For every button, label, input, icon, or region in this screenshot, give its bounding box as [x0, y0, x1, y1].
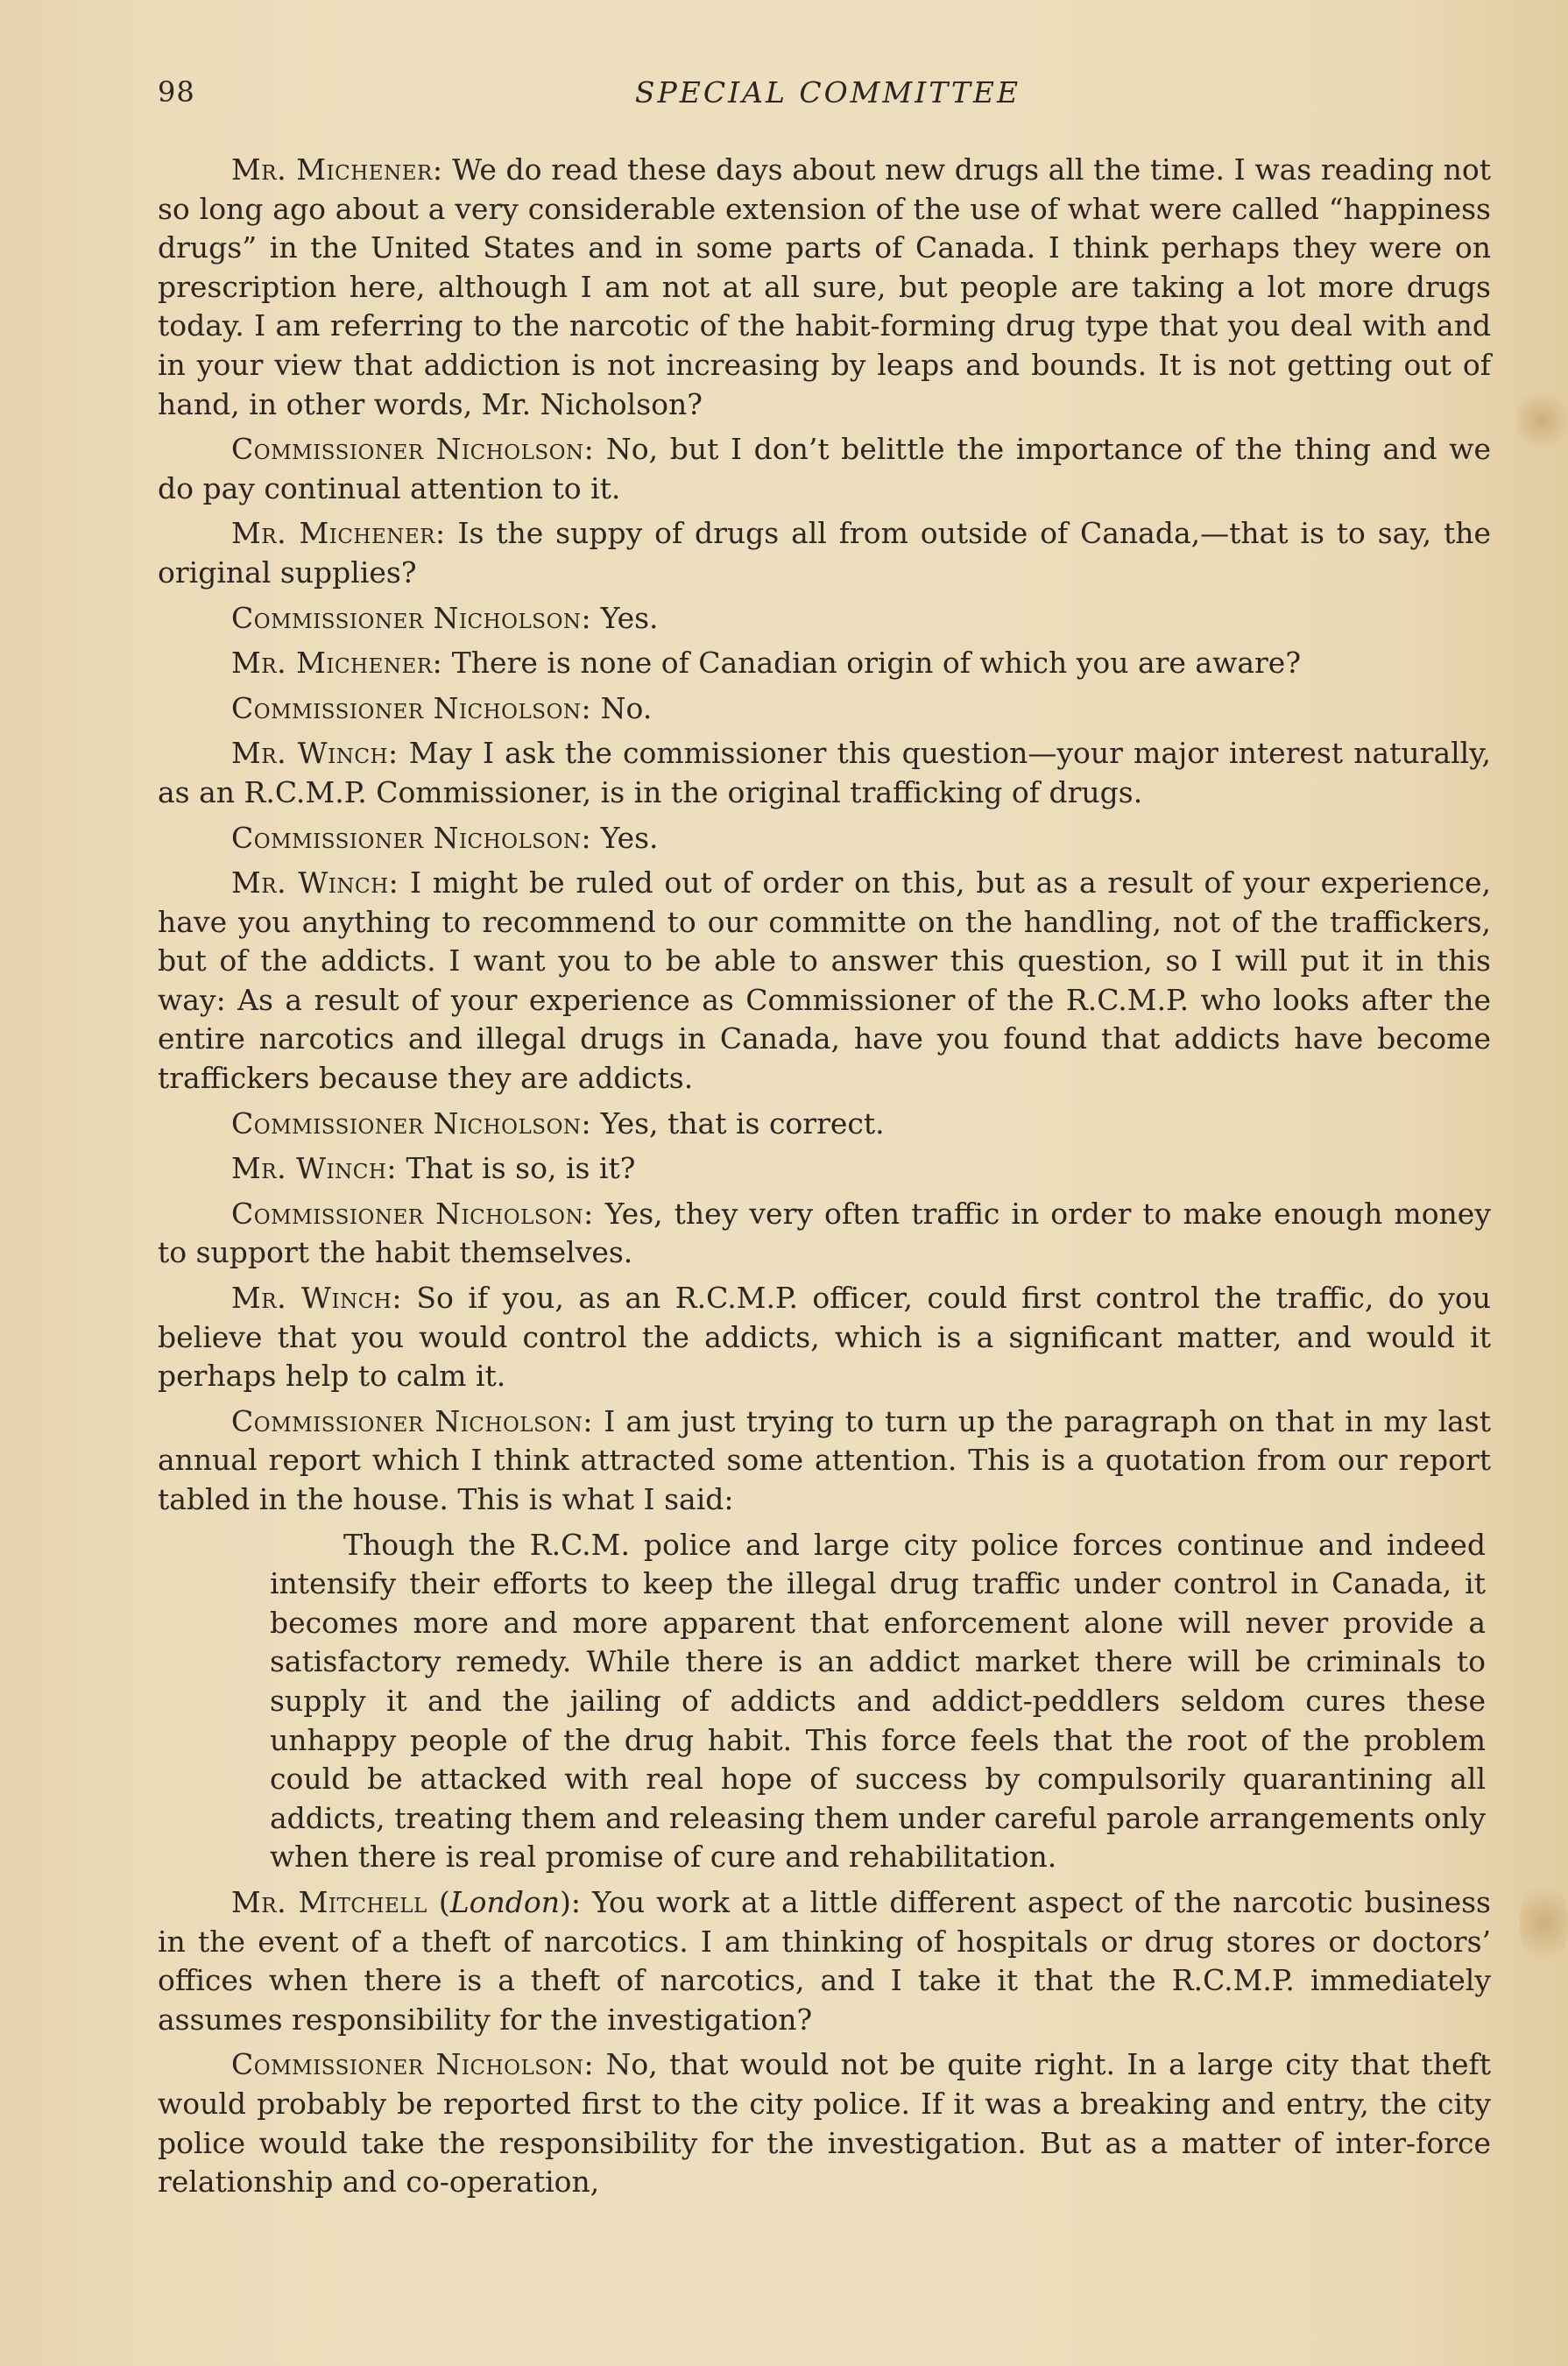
- speech-paragraph: [158, 819, 1491, 858]
- speaker-name: Commissioner Nicholson:: [231, 1196, 594, 1231]
- speech-text: No, but I don’t belittle the importance of the thing and we do pay continual attention to it.: [158, 432, 1491, 505]
- speech-paragraph: [158, 1105, 1491, 1144]
- speaker-name: Commissioner Nicholson:: [231, 820, 592, 855]
- quotation-text: Though the R.C.M. police and large city police forces continue and indeed intensify their efforts to keep the illegal drug traffic under control in Canada, it becomes more and more apparent that enforcement alone will never provide a satisfactory remedy. While there is an addict market there will be criminals to supply it and the jailing of addicts and addict-peddlers seldom cures these unhappy people of the drug habit. This force feels that the root of the problem could be attacked with real hope of success by compulsorily quarantining all addicts, treating them and releasing them under careful parole arrangements only when there is real promise of cure and rehabilitation.: [270, 1527, 1486, 1875]
- transcript-body: [158, 151, 1491, 2208]
- speech-paragraph: [158, 151, 1491, 424]
- speech-text: No.: [591, 690, 653, 725]
- speech-text: That is so, is it?: [397, 1151, 636, 1186]
- speaker-name: Mr. Winch:: [231, 1281, 402, 1316]
- speech-text: Is the suppy of drugs all from outside of Canada,—that is to say, the original supplies?: [158, 516, 1491, 590]
- speech-text: You work at a little different aspect of the narcotic business in the event of a theft of narcotics. I am thinking of hospitals or drug stores or doctors’ offices when there is a theft of narcotics, and I take it that the R.C.M.P. immediately assumes responsibility for the investigation?: [158, 1884, 1491, 2037]
- speaker-name: Mr. Winch:: [231, 865, 399, 900]
- edge-stain: [1515, 385, 1568, 456]
- speech-paragraph: [158, 599, 1491, 639]
- speech-text: Yes.: [591, 600, 659, 635]
- speech-paragraph: [158, 430, 1491, 508]
- speech-paragraph: [158, 1195, 1491, 1273]
- speech-paragraph: [158, 689, 1491, 729]
- speech-text: Yes, they very often traffic in order to make enough money to support the habit themselves.: [158, 1196, 1491, 1270]
- page-header: [158, 75, 1498, 119]
- speaker-name: Commissioner Nicholson:: [231, 600, 592, 635]
- speech-paragraph: [158, 1402, 1491, 1520]
- report-quotation: [270, 1526, 1486, 1877]
- speaker-name: Commissioner Nicholson:: [231, 2047, 595, 2082]
- speech-paragraph: [158, 734, 1491, 812]
- edge-stain: [1520, 1875, 1568, 1971]
- speaker-name: Mr. Mitchell: [231, 1884, 427, 1919]
- speech-text: So if you, as an R.C.M.P. officer, could first control the traffic, do you believe that you would control the addicts, which is a significant matter, and would it perhaps help to calm it.: [158, 1281, 1491, 1394]
- speaker-name: Commissioner Nicholson:: [231, 1403, 593, 1438]
- speech-paragraph: [158, 644, 1491, 683]
- speaker-name: Mr. Michener:: [231, 516, 446, 551]
- speech-paragraph: [158, 1149, 1491, 1189]
- speech-paragraph: [158, 514, 1491, 592]
- speech-text: We do read these days about new drugs all the time. I was reading not so long ago about a very considerable extension of the use of what were called “happiness drugs” in the United States and in some parts of Canada. I think perhaps they were on prescription here, although I am not at all sure, but people are taking a lot more drugs today. I am referring to the narcotic of the habit-forming drug type that you deal with and in your view that addiction is not increasing by leaps and bounds. It is not getting out of hand, in other words, Mr. Nicholson?: [158, 152, 1491, 421]
- speaker-name: Mr. Winch:: [231, 736, 399, 771]
- speech-paragraph: Mr. Mitchell (London): You work at a little different aspect of the narcotic business in the event of a theft of narcotics. I am thinking of hospitals or drug stores or doctors’ offices when there is a theft of narcotics, and I take it that the R.C.M.P. immediately assumes responsibility for the investigation?: [158, 1884, 1491, 2037]
- speaker-name: Mr. Winch:: [231, 1151, 397, 1186]
- page-number: 98: [158, 75, 195, 109]
- speech-text: There is none of Canadian origin of which you are aware?: [442, 646, 1302, 681]
- speaker-name: Mr. Michener:: [231, 646, 443, 681]
- speaker-name: Commissioner Nicholson:: [231, 690, 592, 725]
- speech-text: I am just trying to turn up the paragraph on that in my last annual report which I think attracted some attention. This is a quotation from our report tabled in the house. This is what I said:: [158, 1403, 1492, 1516]
- speaker-name: Mr. Michener:: [231, 152, 443, 187]
- speech-text: Yes.: [591, 820, 659, 855]
- speech-paragraph: [158, 1279, 1491, 1396]
- speaker-name: Commissioner Nicholson:: [231, 1105, 592, 1141]
- speech-text: No, that would not be quite right. In a large city that theft would probably be reported first to the city police. If it was a breaking and entry, the city police would take the responsibility for the investigation. But as a matter of inter-force relationship and co-operation,: [158, 2047, 1491, 2200]
- speech-text: Yes, that is correct.: [591, 1105, 885, 1141]
- running-head: SPECIAL COMMITTEE: [634, 75, 1021, 109]
- speech-text: I might be ruled out of order on this, but as a result of your experience, have you anything to recommend to our committe on the handling, not of the traffickers, but of the addicts. I want you to be able to answer this question, so I will put it in this way: As a result of your experience as Commissioner of the R.C.M.P. who looks after the entire narcotics and illegal drugs in Canada, have you found that addicts have become traffickers because they are addicts.: [158, 865, 1491, 1096]
- speech-paragraph: [158, 864, 1491, 1098]
- speech-text: May I ask the commissioner this question—your major interest naturally, as an R.C.M.P. Commissioner, is in the original trafficking of drugs.: [158, 736, 1491, 809]
- speaker-name: Commissioner Nicholson:: [231, 432, 595, 467]
- speech-paragraph: [158, 2045, 1491, 2201]
- speaker-qualifier: London: [449, 1884, 561, 1919]
